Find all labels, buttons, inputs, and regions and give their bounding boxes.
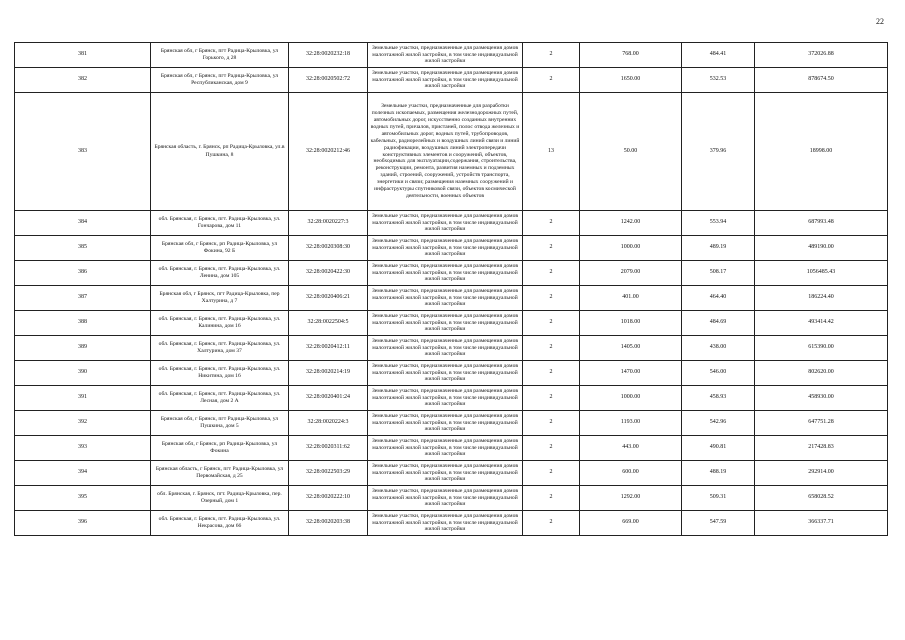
row-number: 381 <box>15 43 151 68</box>
table-row <box>15 211 888 236</box>
table-row <box>15 261 888 286</box>
table-row <box>15 236 888 261</box>
area-cell: 401.00 <box>580 286 682 311</box>
page-number: 22 <box>876 17 884 26</box>
land-use-cell: Земельные участки, предназначенные для размещения домов малоэтажной жилой застройки, в том числе индивидуальной жилой застройки <box>368 436 523 461</box>
group-number-cell: 2 <box>523 486 580 511</box>
table-row <box>15 386 888 411</box>
cadastral-number-cell: 32:28:0020214:19 <box>289 361 368 386</box>
specific-value-cell: 379.96 <box>682 93 755 211</box>
land-use-cell: Земельные участки, предназначенные для размещения домов малоэтажной жилой застройки, в том числе индивидуальной жилой застройки <box>368 68 523 93</box>
area-cell: 1405.00 <box>580 336 682 361</box>
cadastral-number-cell: 32:28:0020203:38 <box>289 511 368 536</box>
table-row <box>15 486 888 511</box>
table-row <box>15 461 888 486</box>
area-cell: 1000.00 <box>580 236 682 261</box>
cadastral-number-cell: 32:28:0020308:30 <box>289 236 368 261</box>
group-number-cell: 13 <box>523 93 580 211</box>
table-row <box>15 68 888 93</box>
cadastral-value-cell: 186224.40 <box>755 286 888 311</box>
table-row <box>15 361 888 386</box>
address-cell: Брянская обл, г Брянск, рп Радица-Крыловка, ул Фокина, 92 Б <box>151 236 289 261</box>
address-cell: Брянская обл, г Брянск, пгт Радица-Крыловка, ул Горького, д 28 <box>151 43 289 68</box>
row-number: 396 <box>15 511 151 536</box>
land-use-cell: Земельные участки, предназначенные для размещения домов малоэтажной жилой застройки, в том числе индивидуальной жилой застройки <box>368 461 523 486</box>
table-row <box>15 436 888 461</box>
specific-value-cell: 464.40 <box>682 286 755 311</box>
area-cell: 1650.00 <box>580 68 682 93</box>
address-cell: обл. Брянская, г. Брянск, пгт. Радица-Крыловка, ул. Лесная, дом 2 А <box>151 386 289 411</box>
row-number: 394 <box>15 461 151 486</box>
cadastral-value-cell: 217428.83 <box>755 436 888 461</box>
group-number-cell: 2 <box>523 43 580 68</box>
cadastral-number-cell: 32:28:0020311:62 <box>289 436 368 461</box>
table-body <box>15 43 888 536</box>
group-number-cell: 2 <box>523 311 580 336</box>
table-row <box>15 311 888 336</box>
row-number: 392 <box>15 411 151 436</box>
land-use-cell: Земельные участки, предназначенные для размещения домов малоэтажной жилой застройки, в том числе индивидуальной жилой застройки <box>368 336 523 361</box>
land-use-cell: Земельные участки, предназначенные для размещения домов малоэтажной жилой застройки, в том числе индивидуальной жилой застройки <box>368 236 523 261</box>
area-cell: 1292.00 <box>580 486 682 511</box>
group-number-cell: 2 <box>523 261 580 286</box>
cadastral-value-cell: 802620.00 <box>755 361 888 386</box>
area-cell: 1193.00 <box>580 411 682 436</box>
group-number-cell: 2 <box>523 336 580 361</box>
table-row <box>15 43 888 68</box>
cadastral-value-cell: 687993.48 <box>755 211 888 236</box>
specific-value-cell: 547.59 <box>682 511 755 536</box>
cadastral-value-cell: 489190.00 <box>755 236 888 261</box>
cadastral-value-cell: 493414.42 <box>755 311 888 336</box>
table-row <box>15 93 888 211</box>
row-number: 387 <box>15 286 151 311</box>
area-cell: 1018.00 <box>580 311 682 336</box>
address-cell: обл. Брянская, г. Брянск, пгт. Радица-Крыловка, ул. Ленина, дом 105 <box>151 261 289 286</box>
cadastral-number-cell: 32:28:0020412:11 <box>289 336 368 361</box>
cadastral-value-cell: 615390.00 <box>755 336 888 361</box>
group-number-cell: 2 <box>523 211 580 236</box>
address-cell: Брянская обл, г Брянск, пгт Радица-Крыловка, ул Пушкина, дом 5 <box>151 411 289 436</box>
row-number: 383 <box>15 93 151 211</box>
group-number-cell: 2 <box>523 411 580 436</box>
table-row <box>15 336 888 361</box>
cadastral-number-cell: 32:28:0020212:46 <box>289 93 368 211</box>
row-number: 385 <box>15 236 151 261</box>
land-use-cell: Земельные участки, предназначенные для размещения домов малоэтажной жилой застройки, в том числе индивидуальной жилой застройки <box>368 211 523 236</box>
address-cell: Брянская область, г Брянск, пгт Радица-Крыловка, ул Первомайская, д 25 <box>151 461 289 486</box>
specific-value-cell: 553.94 <box>682 211 755 236</box>
address-cell: обл. Брянская, г. Брянск, пгт. Радица-Крыловка, ул. Калинина, дом 16 <box>151 311 289 336</box>
area-cell: 2079.00 <box>580 261 682 286</box>
group-number-cell: 2 <box>523 511 580 536</box>
group-number-cell: 2 <box>523 461 580 486</box>
land-use-cell: Земельные участки, предназначенные для размещения домов малоэтажной жилой застройки, в том числе индивидуальной жилой застройки <box>368 486 523 511</box>
cadastral-value-cell: 18998.00 <box>755 93 888 211</box>
address-cell: Брянская обл, г Брянск, пгт Радица-Крыловка, пер Халтурина, д 7 <box>151 286 289 311</box>
land-use-cell: Земельные участки, предназначенные для разработки полезных ископаемых, размещения железнодорожных путей, автомобильных дорог, искусственно созданных внутренних водных путей, причалов, пристаней, полос отвода железных и автомобильных дорог, водных путей, трубопроводов, кабельных, радиорелейных и воздушных линий связи и линий радиофикации, воздушных линий электропередачи конструктивных элементов и сооружений, объектов, необходимых для эксплуатации,содержания, строительства, реконструкции, ремонта, развития наземных и подземных зданий, строений, сооружений, устройств транспорта, энергетики и связи; размещения наземных сооружений и инфраструктуры спутниковой связи, объектов космической деятельности, военных объектов <box>368 93 523 211</box>
address-cell: Брянская обл, г Брянск, рп Радица-Крыловка, ул Фокина <box>151 436 289 461</box>
cadastral-value-cell: 458930.00 <box>755 386 888 411</box>
land-use-cell: Земельные участки, предназначенные для размещения домов малоэтажной жилой застройки, в том числе индивидуальной жилой застройки <box>368 311 523 336</box>
cadastral-value-cell: 658028.52 <box>755 486 888 511</box>
cadastral-number-cell: 32:28:0020224:3 <box>289 411 368 436</box>
row-number: 391 <box>15 386 151 411</box>
specific-value-cell: 532.53 <box>682 68 755 93</box>
table-row <box>15 286 888 311</box>
specific-value-cell: 438.00 <box>682 336 755 361</box>
specific-value-cell: 508.17 <box>682 261 755 286</box>
land-use-cell: Земельные участки, предназначенные для размещения домов малоэтажной жилой застройки, в том числе индивидуальной жилой застройки <box>368 261 523 286</box>
cadastral-value-cell: 372026.88 <box>755 43 888 68</box>
table-row <box>15 511 888 536</box>
area-cell: 600.00 <box>580 461 682 486</box>
row-number: 393 <box>15 436 151 461</box>
specific-value-cell: 489.19 <box>682 236 755 261</box>
cadastral-number-cell: 32:28:0020401:24 <box>289 386 368 411</box>
area-cell: 768.00 <box>580 43 682 68</box>
group-number-cell: 2 <box>523 361 580 386</box>
row-number: 390 <box>15 361 151 386</box>
row-number: 388 <box>15 311 151 336</box>
specific-value-cell: 546.00 <box>682 361 755 386</box>
address-cell: Брянская обл, г Брянск, пгт Радица-Крыловка, ул Республиканская, дом 9 <box>151 68 289 93</box>
land-use-cell: Земельные участки, предназначенные для размещения домов малоэтажной жилой застройки, в том числе индивидуальной жилой застройки <box>368 386 523 411</box>
cadastral-value-cell: 292914.00 <box>755 461 888 486</box>
cadastral-number-cell: 32:28:0020422:30 <box>289 261 368 286</box>
land-use-cell: Земельные участки, предназначенные для размещения домов малоэтажной жилой застройки, в том числе индивидуальной жилой застройки <box>368 43 523 68</box>
table-row <box>15 411 888 436</box>
land-use-cell: Земельные участки, предназначенные для размещения домов малоэтажной жилой застройки, в том числе индивидуальной жилой застройки <box>368 511 523 536</box>
row-number: 389 <box>15 336 151 361</box>
cadastral-number-cell: 32:28:0022504:5 <box>289 311 368 336</box>
cadastral-value-cell: 1056485.43 <box>755 261 888 286</box>
row-number: 395 <box>15 486 151 511</box>
cadastral-value-cell: 878674.50 <box>755 68 888 93</box>
cadastral-number-cell: 32:28:0020502:72 <box>289 68 368 93</box>
area-cell: 1242.00 <box>580 211 682 236</box>
specific-value-cell: 484.41 <box>682 43 755 68</box>
row-number: 384 <box>15 211 151 236</box>
area-cell: 1000.00 <box>580 386 682 411</box>
land-use-cell: Земельные участки, предназначенные для размещения домов малоэтажной жилой застройки, в том числе индивидуальной жилой застройки <box>368 286 523 311</box>
address-cell: обл. Брянская, г. Брянск, пгт. Радица-Крыловка, ул. Халтурина, дом 37 <box>151 336 289 361</box>
land-use-cell: Земельные участки, предназначенные для размещения домов малоэтажной жилой застройки, в том числе индивидуальной жилой застройки <box>368 361 523 386</box>
specific-value-cell: 488.19 <box>682 461 755 486</box>
cadastral-value-cell: 647751.28 <box>755 411 888 436</box>
address-cell: обл. Брянская, г. Брянск, пгт. Радица-Крыловка, ул. Некрасова, дом 66 <box>151 511 289 536</box>
cadastral-number-cell: 32:28:0020232:18 <box>289 43 368 68</box>
group-number-cell: 2 <box>523 236 580 261</box>
cadastral-value-cell: 366337.71 <box>755 511 888 536</box>
area-cell: 50.00 <box>580 93 682 211</box>
cadastral-number-cell: 32:28:0022503:29 <box>289 461 368 486</box>
row-number: 386 <box>15 261 151 286</box>
group-number-cell: 2 <box>523 386 580 411</box>
land-use-cell: Земельные участки, предназначенные для размещения домов малоэтажной жилой застройки, в том числе индивидуальной жилой застройки <box>368 411 523 436</box>
specific-value-cell: 484.69 <box>682 311 755 336</box>
address-cell: обл. Брянская, г. Брянск, пгт. Радица-Крыловка, ул. Гончарова, дом 11 <box>151 211 289 236</box>
group-number-cell: 2 <box>523 436 580 461</box>
cadastral-number-cell: 32:28:0020222:10 <box>289 486 368 511</box>
area-cell: 1470.00 <box>580 361 682 386</box>
address-cell: Брянская область, г. Брянск, рп Радица-Крыловка, ул.в Пушкина, 8 <box>151 93 289 211</box>
specific-value-cell: 458.93 <box>682 386 755 411</box>
address-cell: обл. Брянская, г. Брянск, пгт. Радица-Крыловка, ул. Никитина, дом 16 <box>151 361 289 386</box>
address-cell: обл. Брянская, г. Брянск, пгт. Радица-Крыловка, пер. Озерный, дом 1 <box>151 486 289 511</box>
land-plots-table <box>14 42 888 536</box>
specific-value-cell: 542.96 <box>682 411 755 436</box>
group-number-cell: 2 <box>523 68 580 93</box>
group-number-cell: 2 <box>523 286 580 311</box>
area-cell: 443.00 <box>580 436 682 461</box>
cadastral-number-cell: 32:28:0020406:21 <box>289 286 368 311</box>
specific-value-cell: 490.81 <box>682 436 755 461</box>
cadastral-number-cell: 32:28:0020227:3 <box>289 211 368 236</box>
specific-value-cell: 509.31 <box>682 486 755 511</box>
area-cell: 669.00 <box>580 511 682 536</box>
row-number: 382 <box>15 68 151 93</box>
